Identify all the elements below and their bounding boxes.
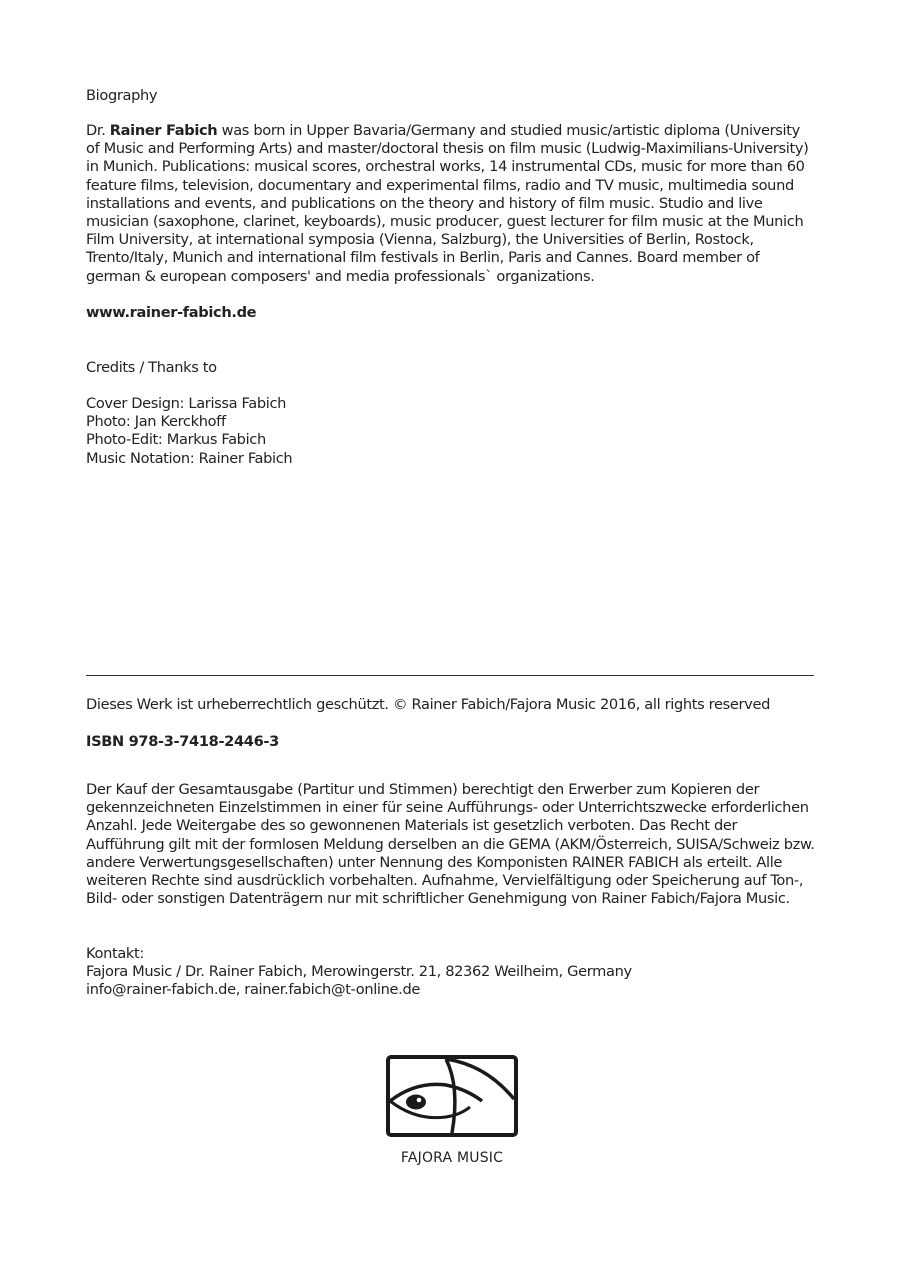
credit-line: Photo-Edit: Markus Fabich <box>86 431 266 449</box>
credit-line: Music Notation: Rainer Fabich <box>86 449 293 467</box>
contact-address: Fajora Music / Dr. Rainer Fabich, Merowingerstr. 21, 82362 Weilheim, Germany <box>86 963 632 981</box>
website-link[interactable]: www.rainer-fabich.de <box>86 304 257 321</box>
eye-logo-icon <box>386 1055 518 1137</box>
credit-line: Cover Design: Larissa Fabich <box>86 395 287 412</box>
credits-list <box>86 395 816 468</box>
biography-body: was born in Upper Bavaria/Germany and studied music/artistic diploma (University of Music and Performing Arts) and master/doctoral thesis on film music (Ludwig-Maximilians-University) in Munich. Publications: musical scores, orchestral works, 14 instrumental CDs, music for more than 60 feature films, television, documentary and experimental films, radio and TV music, multimedia sound installations and events, and publications on the theory and history of film music. Studio and live musician (saxophone, clarinet, keyboards), music producer, guest lecturer for film music at the Munich Film University, at international symposia (Vienna, Salzburg), the Universities of Berlin, Rostock, Trento/Italy, Munich and international film festivals in Berlin, Paris and Cannes. Board member of german & european composers' and media professionals` organizations. <box>86 122 809 285</box>
isbn: ISBN 978-3-7418-2446-3 <box>86 733 279 750</box>
biography-text <box>86 122 816 286</box>
contact-emails[interactable]: info@rainer-fabich.de, rainer.fabich@t-online.de <box>86 981 420 999</box>
biography-heading: Biography <box>86 87 158 104</box>
composer-name: Rainer Fabich <box>109 122 218 139</box>
contact-heading: Kontakt: <box>86 945 144 962</box>
legal-notice: Der Kauf der Gesamtausgabe (Partitur und Stimmen) berechtigt den Erwerber zum Kopieren der gekennzeichneten Einzelstimmen in einer für seine Aufführungs- oder Unterrichtszwecke erforderlichen Anzahl. Jede Weitergabe des so gewonnenen Materials ist gesetzlich verboten. Das Recht der Aufführung gilt mit der formlosen Meldung derselben an die GEMA (AKM/Österreich, SUISA/Schweiz bzw. andere Verwertungsgesellschaften) unter Nennung des Komponisten RAINER FABICH als erteilt. Alle weiteren Rechte sind ausdrücklich vorbehalten. Aufnahme, Vervielfältigung oder Speicherung auf Ton-, Bild- oder sonstigen Datenträgern nur mit schriftlicher Genehmigung von Rainer Fabich/Fajora Music. <box>86 781 815 908</box>
name-prefix: Dr. <box>86 122 110 139</box>
contact-block <box>86 945 816 1000</box>
divider <box>86 675 814 676</box>
logo-label: FAJORA MUSIC <box>400 1150 504 1166</box>
credit-line: Photo: Jan Kerckhoff <box>86 413 226 431</box>
credits-heading: Credits / Thanks to <box>86 359 217 376</box>
copyright-notice: Dieses Werk ist urheberrechtlich geschützt. © Rainer Fabich/Fajora Music 2016, all rights reserved <box>86 696 770 713</box>
